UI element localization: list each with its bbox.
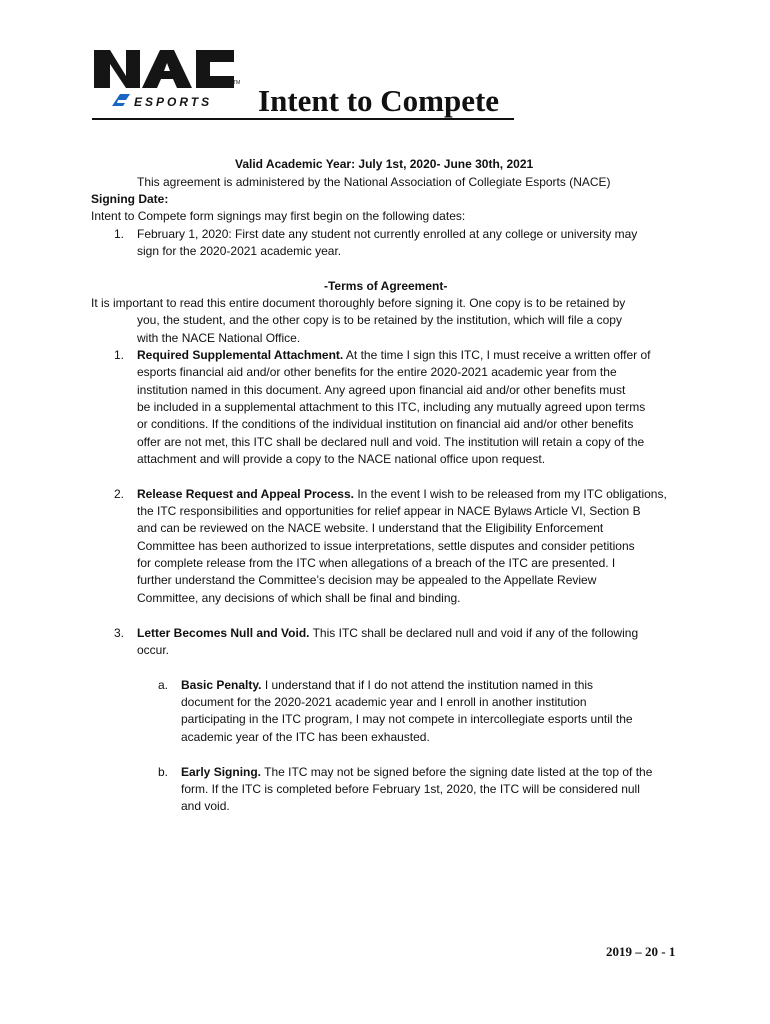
item-line: Committee, any decisions of which shall be final and binding.	[137, 591, 461, 605]
trademark-label: TM	[233, 80, 241, 86]
item-text: This ITC shall be declared null and void if any of the following	[309, 626, 639, 640]
item-line: be included in a supplemental attachment to this ITC, including any mutually agreed upon terms	[137, 400, 646, 414]
item-text: At the time I sign this ITC, I must receive a written offer of	[343, 348, 651, 362]
signing-date-label: Signing Date:	[91, 192, 169, 206]
subitem-title: Early Signing.	[181, 765, 262, 779]
item-line: further understand the Committee’s decision may be appealed to the Appellate Review	[137, 573, 597, 587]
item-text: In the event I wish to be released from my ITC obligations,	[353, 487, 667, 501]
item-number: 1.	[114, 348, 125, 362]
item-line: the ITC responsibilities and opportunities for relief appear in NACE Bylaws Article VI, Section B	[137, 504, 641, 518]
item-number: 2.	[114, 487, 125, 501]
item-line	[137, 347, 650, 364]
signing-intro: Intent to Compete form signings may first begin on the following dates:	[91, 209, 466, 223]
item-title: Letter Becomes Null and Void.	[137, 626, 310, 640]
item-title: Required Supplemental Attachment.	[137, 348, 344, 362]
item-line: and can be reviewed on the NACE website. I understand that the Eligibility Enforcement	[137, 521, 604, 535]
item-line: occur.	[137, 643, 170, 657]
item-line: offer are not met, this ITC shall be declared null and void. The institution will retain a copy of the	[137, 435, 645, 449]
administered-by: This agreement is administered by the National Association of Collegiate Esports (NACE)	[137, 175, 611, 189]
logo-subtext: ESPORTS	[134, 95, 213, 109]
subitem-line: participating in the ITC program, I may not compete in intercollegiate esports until the	[181, 712, 633, 726]
date-line-2: sign for the 2020-2021 academic year.	[137, 244, 342, 258]
item-line: attachment and will provide a copy to the NACE national office upon request.	[137, 452, 546, 466]
item-line: or conditions. If the conditions of the individual institution on financial aid and/or other benefits	[137, 417, 634, 431]
nace-esports-logo	[92, 46, 242, 116]
terms-lead-line: It is important to read this entire document thoroughly before signing it. One copy is to be retained by	[91, 296, 626, 310]
page-number: 2019 – 20 - 1	[606, 944, 676, 959]
subitem-line: and void.	[181, 799, 230, 813]
terms-lead-line: you, the student, and the other copy is to be retained by the institution, which will file a copy	[137, 313, 622, 327]
subitem-line: academic year of the ITC has been exhausted.	[181, 730, 430, 744]
item-line: Committee has been authorized to issue interpretations, settle disputes and consider petitions	[137, 539, 635, 553]
item-line	[137, 625, 638, 642]
item-line: institution named in this document. Any agreed upon financial aid and/or other benefits must	[137, 383, 626, 397]
subitem-line: document for the 2020-2021 academic year and I enroll in another institution	[181, 695, 587, 709]
subitem-line	[181, 677, 593, 694]
subitem-line: form. If the ITC is completed before February 1st, 2020, the ITC will be considered null	[181, 782, 640, 796]
page-title: Intent to Compete	[258, 83, 500, 118]
subitem-line	[181, 764, 652, 781]
item-title: Release Request and Appeal Process.	[137, 487, 354, 501]
terms-heading: -Terms of Agreement-	[324, 279, 448, 293]
date-number: 1.	[114, 227, 125, 241]
subitem-letter: a.	[158, 678, 169, 692]
item-line	[137, 486, 667, 503]
subitem-title: Basic Penalty.	[181, 678, 262, 692]
subitem-letter: b.	[158, 765, 169, 779]
subitem-text: I understand that if I do not attend the institution named in this	[261, 678, 594, 692]
terms-lead-line: with the NACE National Office.	[137, 331, 301, 345]
valid-academic-year: Valid Academic Year: July 1st, 2020- June 30th, 2021	[235, 157, 534, 171]
title-underline	[92, 118, 514, 120]
subitem-text: The ITC may not be signed before the signing date listed at the top of the	[261, 765, 653, 779]
item-line: esports financial aid and/or other benefits for the entire 2020-2021 academic year from the	[137, 365, 617, 379]
item-number: 3.	[114, 626, 125, 640]
date-line-1: February 1, 2020: First date any student not currently enrolled at any college or university may	[137, 227, 638, 241]
item-line: for complete release from the ITC when allegations of a breach of the ITC are presented. I	[137, 556, 616, 570]
